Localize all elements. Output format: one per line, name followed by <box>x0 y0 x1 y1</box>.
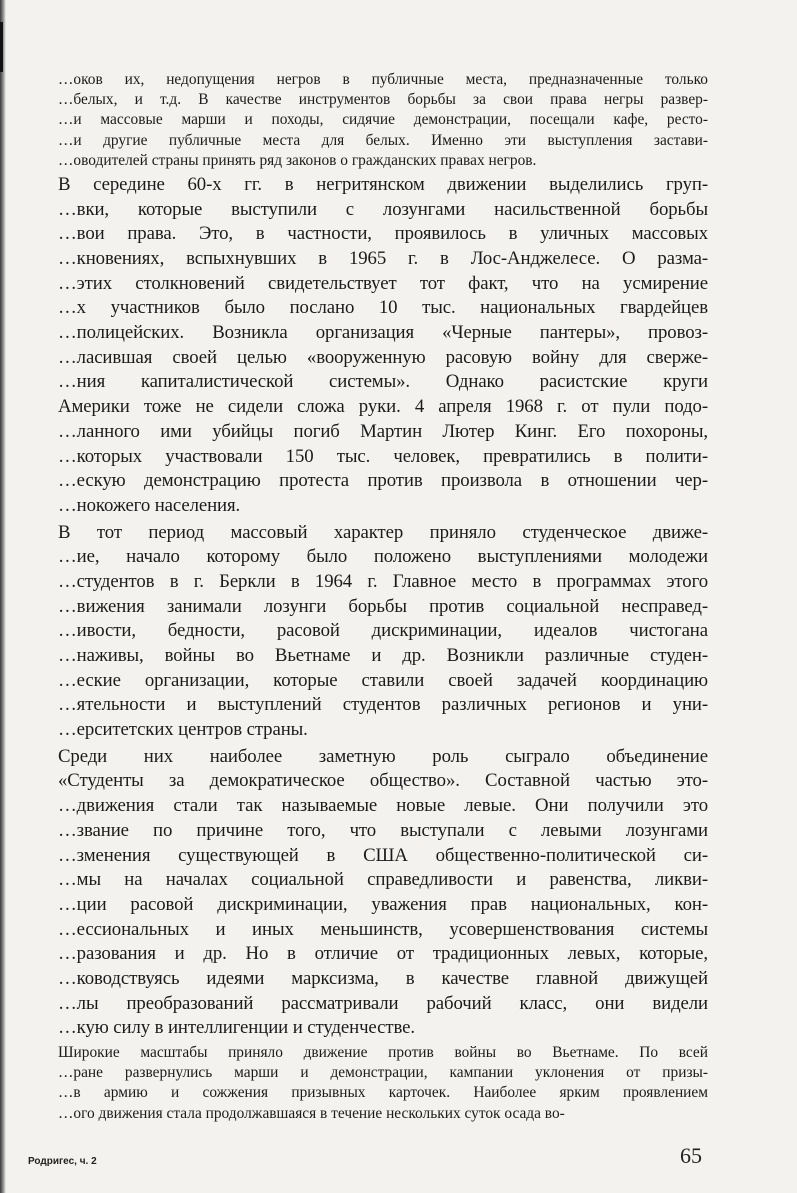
text-line: …ого движения стала продолжавшаяся в течение нескольких суток осада во- <box>58 1104 565 1122</box>
paragraph <box>58 1043 708 1124</box>
binding-mark <box>0 22 3 72</box>
text-line: …нокожего населения. <box>58 494 241 516</box>
text-line: …ководствуясь идеями марксизма, в качестве главной движущей <box>58 967 708 989</box>
text-line: В середине 60-х гг. в негритянском движении выделились груп- <box>58 173 708 195</box>
text-line: …движения стали так называемые новые левые. Они получили это <box>58 795 708 817</box>
page-edge-shadow <box>0 0 6 1193</box>
paragraph <box>58 173 708 519</box>
text-line: …звание по причине того, что выступали с левыми лозунгами <box>58 819 708 841</box>
text-line: …оков их, недопущения негров в публичные места, предназначенные только <box>58 71 708 88</box>
text-line: …х участников было послано 10 тыс. национальных гвардейцев <box>58 297 708 319</box>
text-line: …лы преобразований рассматривали рабочий класс, они видели <box>58 992 708 1014</box>
text-line: …ивости, бедности, расовой дискриминации, идеалов чистогана <box>58 620 708 642</box>
text-line: …которых участвовали 150 тыс. человек, превратились в полити- <box>58 445 708 467</box>
text-line: …вки, которые выступили с лозунгами насильственной борьбы <box>58 198 708 220</box>
text-line: «Студенты за демократическое общество». Составной частью это- <box>58 770 708 792</box>
text-line: …наживы, войны во Вьетнаме и др. Возникли различные студен- <box>58 645 708 666</box>
text-line: …кую силу в интеллигенции и студенчестве. <box>58 1017 415 1039</box>
printer-signature: Родригес, ч. 2 <box>28 1156 97 1167</box>
text-line: …зменения существующей в США общественно-политической си- <box>58 844 708 866</box>
text-line: В тот период массовый характер приняло студенческое движе- <box>58 521 708 543</box>
text-line: …разования и др. Но в отличие от традиционных левых, которые, <box>58 943 708 965</box>
text-line: …ессиональных и иных меньшинств, усовершенствования системы <box>58 918 708 940</box>
text-line: …ескую демонстрацию протеста против произвола в отношении чер- <box>58 470 708 492</box>
text-line: …еские организации, которые ставили своей задачей координацию <box>58 669 708 691</box>
text-line: …ласившая своей целью «вооруженную расовую войну для сверже- <box>58 346 708 368</box>
text-line: …студентов в г. Беркли в 1964 г. Главное место в программах этого <box>58 570 708 592</box>
text-line: Среди них наиболее заметную роль сыграло объединение <box>58 745 708 767</box>
text-line: …ие, начало которому было положено выступлениями молодежи <box>58 546 708 568</box>
text-line: …ния капиталистической системы». Однако расистские круги <box>58 371 708 393</box>
text-line: …ции расовой дискриминации, уважения прав национальных, кон- <box>58 893 708 915</box>
text-line: …ране развернулись марши и демонстрации, кампании уклонения от призы- <box>58 1064 708 1082</box>
text-line: …вои права. Это, в частности, проявилось в уличных массовых <box>58 223 708 245</box>
text-line: …вижения занимали лозунги борьбы против социальной несправед- <box>58 595 708 617</box>
text-line: …и массовые марши и походы, сидячие демонстрации, посещали кафе, ресто- <box>58 111 708 129</box>
text-line: …белых, и т.д. В качестве инструментов борьбы за свои права негры развер- <box>58 91 708 109</box>
text-line: Америки тоже не сидели сложа руки. 4 апреля 1968 г. от пули подо- <box>58 396 708 418</box>
text-line: …этих столкновений свидетельствует тот факт, что на усмирение <box>58 272 708 294</box>
page-number: 65 <box>680 1143 702 1168</box>
text-line: …ерситетских центров страны. <box>58 719 308 741</box>
paragraph <box>58 521 708 743</box>
text-line: …в армию и сожжения призывных карточек. Наиболее ярким проявлением <box>58 1084 708 1102</box>
page-body <box>58 70 708 1126</box>
text-line: …и другие публичные места для белых. Именно эти выступления застави- <box>58 131 708 149</box>
paragraph <box>58 70 708 171</box>
paragraph <box>58 745 708 1041</box>
text-line: Широкие масштабы приняло движение против войны во Вьетнаме. По всей <box>58 1044 708 1061</box>
text-line: …ятельности и выступлений студентов различных регионов и уни- <box>58 694 708 716</box>
text-line: …мы на началах социальной справедливости и равенства, ликви- <box>58 869 708 891</box>
text-line: …полицейских. Возникла организация «Черные пантеры», провоз- <box>58 322 708 344</box>
text-line: …ланного ими убийцы погиб Мартин Лютер Кинг. Его похороны, <box>58 420 708 442</box>
text-line: …кновениях, вспыхнувших в 1965 г. в Лос-Анджелесе. О разма- <box>58 248 708 269</box>
text-line: …оводителей страны принять ряд законов о гражданских правах негров. <box>58 151 537 169</box>
